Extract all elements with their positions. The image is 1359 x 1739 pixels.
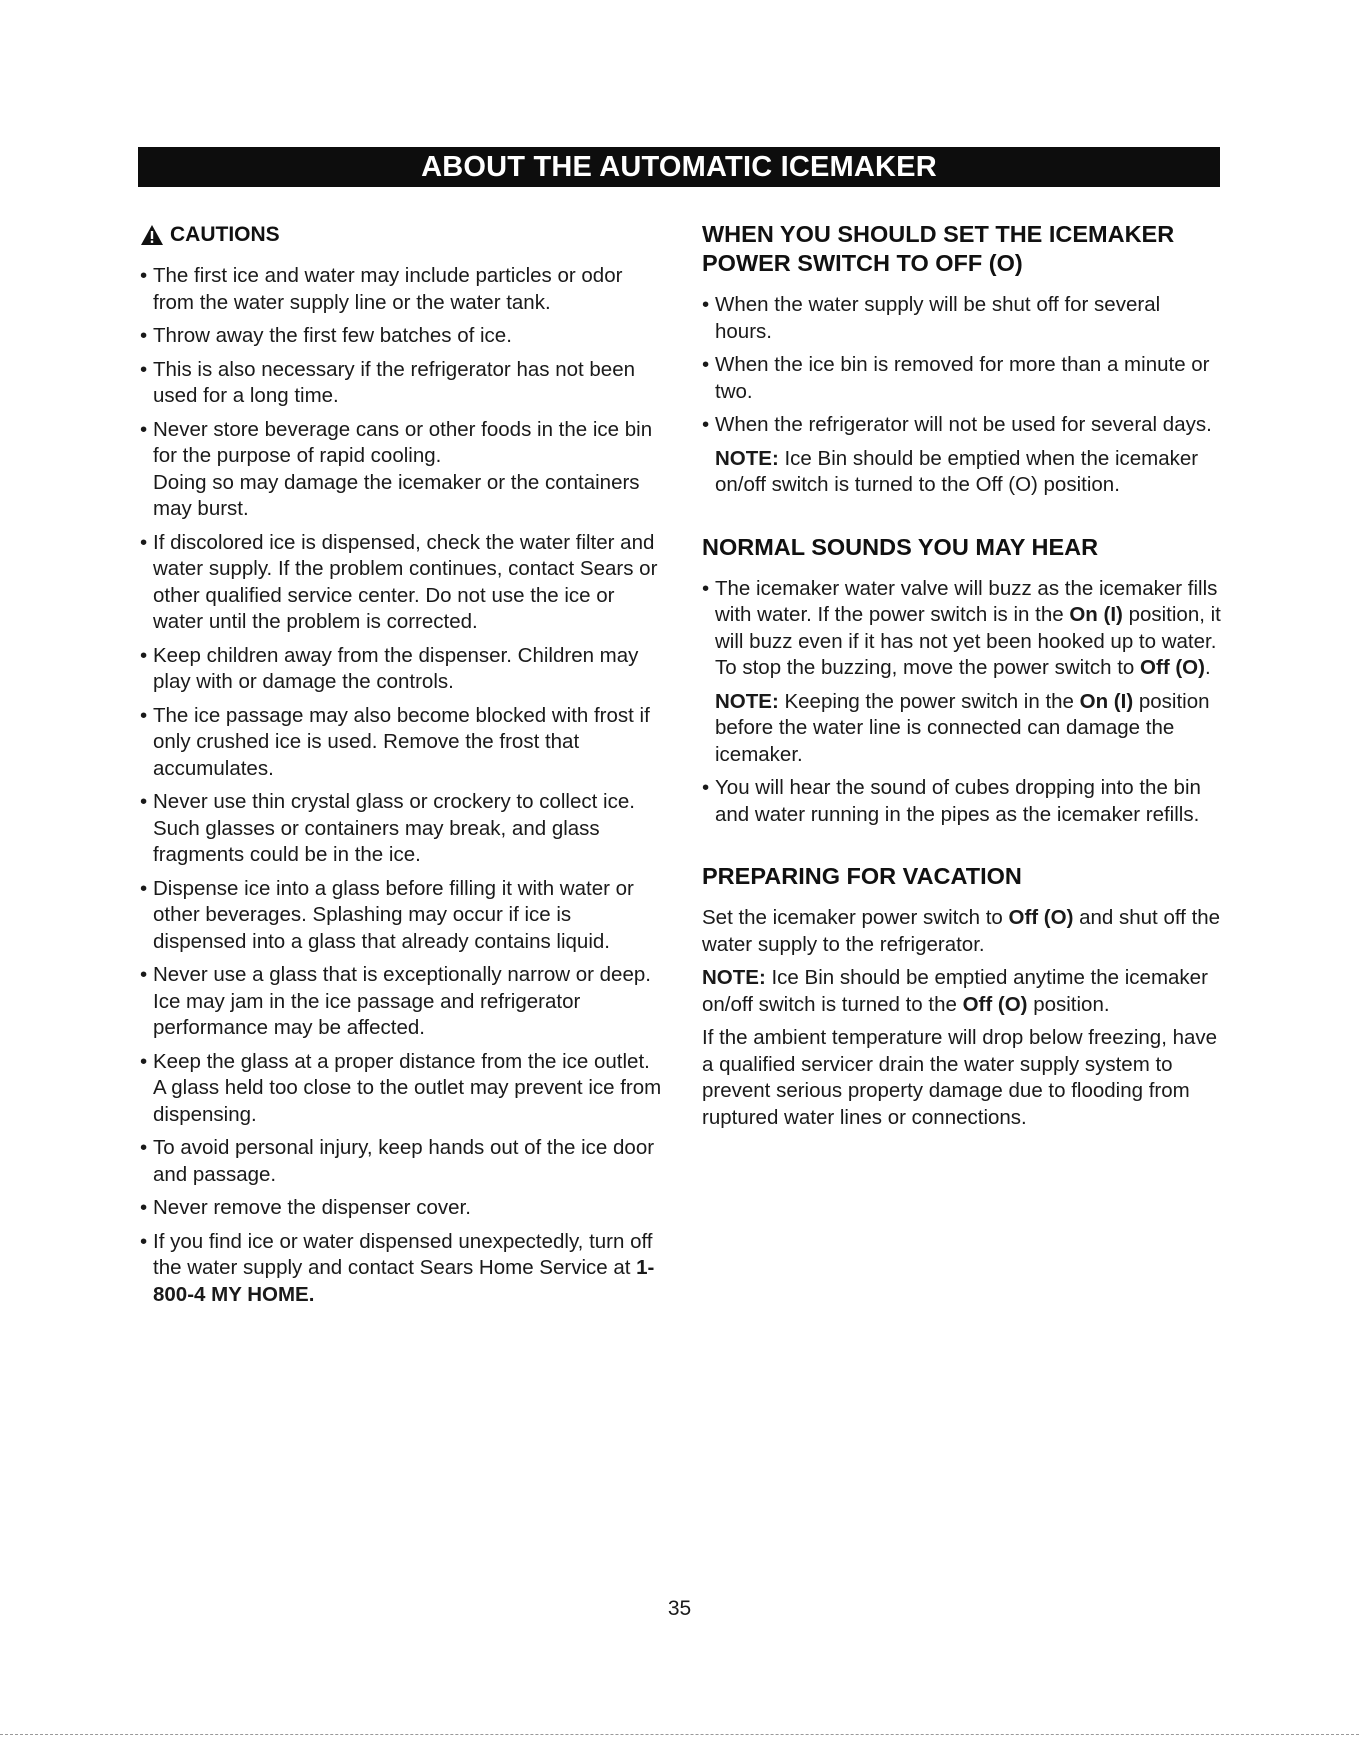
vacation-paragraph-freezing: If the ambient temperature will drop below freezing, have a qualified servicer drain the water supply system to prevent serious property damage due to flooding from ruptured water lines or connections. <box>702 1026 1218 1129</box>
when-off-note: NOTE: Ice Bin should be emptied when the icemaker on/off switch is turned to the Off (O) position. <box>715 446 1199 496</box>
vacation-section <box>702 862 1222 1131</box>
list-item: • The first ice and water may include particles or odor from the water supply line or the water tank. <box>140 264 623 314</box>
list-item: • The ice passage may also become blocked with frost if only crushed ice is used. Remove the frost that accumulates. <box>140 703 650 780</box>
list-item: • Never store beverage cans or other foods in the ice bin for the purpose of rapid cooling. Doing so may damage the icemaker or the containers may burst. <box>140 417 653 520</box>
list-item: • Throw away the first few batches of ice. <box>140 324 512 347</box>
section-title-bar: ABOUT THE AUTOMATIC ICEMAKER <box>138 147 1220 187</box>
cautions-heading-label: CAUTIONS <box>170 223 280 246</box>
bottom-divider <box>0 1734 1359 1735</box>
vacation-note: NOTE: Ice Bin should be emptied anytime the icemaker on/off switch is turned to the Off (O) position. <box>702 966 1208 1016</box>
phone-number: 1-800-4 MY HOME. <box>153 1256 655 1306</box>
list-item: • When the water supply will be shut off for several hours. <box>702 293 1161 343</box>
right-column <box>702 220 1222 1165</box>
list-item: • When the ice bin is removed for more than a minute or two. <box>702 353 1210 403</box>
list-item: • The icemaker water valve will buzz as the icemaker fills with water. If the power switch is in the On (I) position, it will buzz even if it has not yet been hooked up to water. To stop the buzzing, move the power switch to Off (O). <box>702 576 1221 679</box>
sounds-list <box>702 576 1222 682</box>
list-item: • Dispense ice into a glass before filling it with water or other beverages. Splashing may occur if ice is dispensed into a glass that already contains liquid. <box>140 876 634 953</box>
when-off-list <box>702 292 1222 439</box>
page-number: 35 <box>667 1597 692 1620</box>
list-item: • If discolored ice is dispensed, check the water filter and water supply. If the problem continues, contact Sears or other qualified service center. Do not use the ice or water until the problem is corrected. <box>140 530 658 633</box>
list-item: • Keep children away from the dispenser. Children may play with or damage the controls. <box>140 643 639 693</box>
list-item: • When the refrigerator will not be used for several days. <box>702 413 1212 436</box>
sounds-section <box>702 533 1222 829</box>
vacation-heading: PREPARING FOR VACATION <box>702 863 1022 889</box>
list-item: • If you find ice or water dispensed unexpectedly, turn off the water supply and contact Sears Home Service at 1-800-4 MY HOME. <box>140 1229 655 1306</box>
left-column <box>140 220 665 1315</box>
warning-triangle-icon <box>140 224 164 246</box>
list-item: • This is also necessary if the refrigerator has not been used for a long time. <box>140 357 635 407</box>
cautions-list <box>140 263 665 1308</box>
sounds-note: NOTE: Keeping the power switch in the On (I) position before the water line is connected can damage the icemaker. <box>715 689 1210 766</box>
list-item: • Keep the glass at a proper distance from the ice outlet. A glass held too close to the outlet may prevent ice from dispensing. <box>140 1049 662 1126</box>
sounds-list-2 <box>702 775 1222 828</box>
vacation-paragraph: Set the icemaker power switch to Off (O) and shut off the water supply to the refrigerator. <box>702 906 1221 956</box>
list-item: • Never remove the dispenser cover. <box>140 1196 471 1219</box>
sounds-heading: NORMAL SOUNDS YOU MAY HEAR <box>702 533 1099 560</box>
when-off-heading: WHEN YOU SHOULD SET THE ICEMAKER POWER SWITCH TO OFF (O) <box>702 221 1175 276</box>
list-item: • Never use thin crystal glass or crockery to collect ice. Such glasses or containers may break, and glass fragments could be in the ice. <box>140 790 635 866</box>
when-off-section <box>702 220 1222 499</box>
cautions-heading <box>140 220 665 249</box>
list-item: • To avoid personal injury, keep hands out of the ice door and passage. <box>140 1136 655 1186</box>
list-item: • Never use a glass that is exceptionally narrow or deep. Ice may jam in the ice passage and refrigerator performance may be affected. <box>140 963 651 1039</box>
list-item: • You will hear the sound of cubes dropping into the bin and water running in the pipes as the icemaker refills. <box>702 776 1201 826</box>
